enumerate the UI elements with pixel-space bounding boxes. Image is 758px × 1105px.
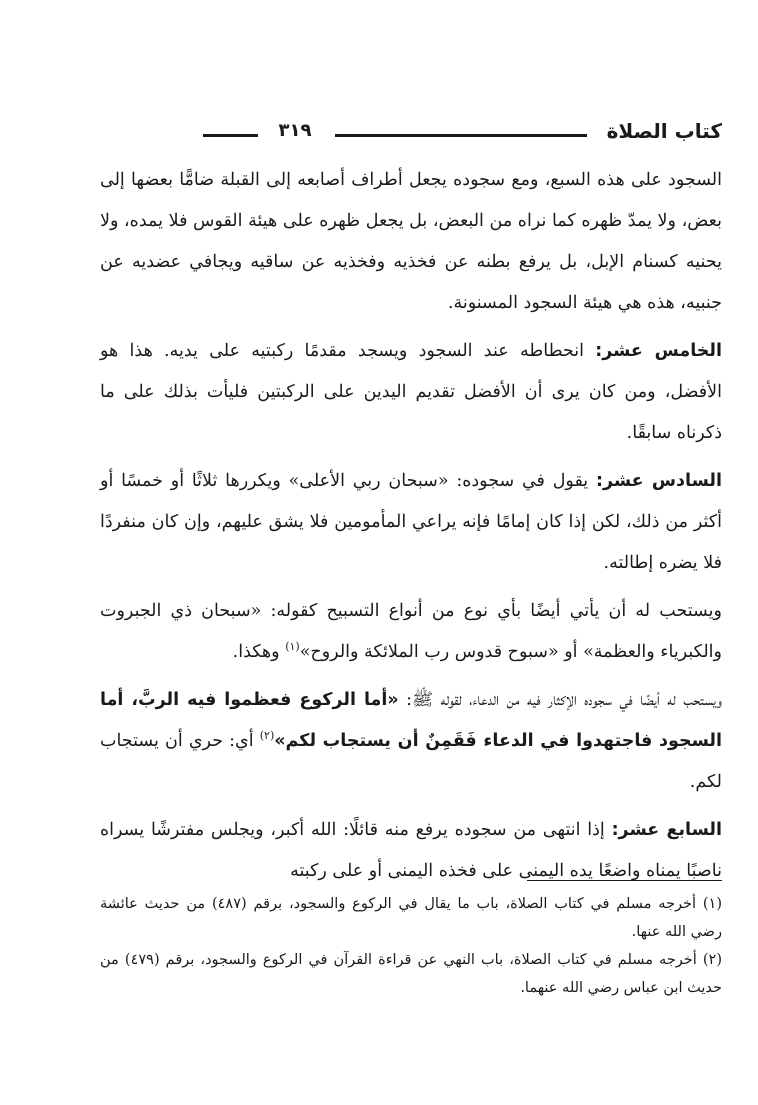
page-header — [100, 115, 722, 151]
main-text — [100, 160, 722, 899]
footnote-separator — [527, 880, 722, 881]
paragraph-1: السجود على هذه السبع، ومع سجوده يجعل أطراف أصابعه إلى القبلة ضامًّا بعضها إلى بعض، ولا يمدّ ظهره كما نراه من البعض، بل يجعل ظهره على هيئة القوس فلا يمده، ولا يحنيه كسنام الإبل، بل يرفع بطنه عن فخذيه وفخذيه عن ساقيه ويجافي عضديه عن جنبيه، هذه هي هيئة السجود المسنونة. — [100, 170, 722, 313]
paragraph-2: الخامس عشر: انحطاطه عند السجود ويسجد مقدمًا ركبتيه على يديه. هذا هو الأفضل، ومن كان يرى أن الأفضل تقديم اليدين على الركبتين فليأت بذلك على ما ذكرناه سابقًا. — [100, 341, 722, 443]
section-lead: السابع عشر: — [611, 820, 722, 840]
footnote-ref-1: (١) — [285, 640, 300, 654]
paragraph-3: السادس عشر: يقول في سجوده: «سبحان ربي الأعلى» ويكررها ثلاثًا أو خمسًا أو أكثر من ذلك، لكن إذا كان إمامًا فإنه يراعي المأمومين فلا يشق عليهم، وإن كان منفردًا فلا يضره إطالته. — [100, 471, 722, 573]
hadith-quote: «أما الركوع فعظموا فيه الربَّ، أما السجود فاجتهدوا في الدعاء فَقَمِنٌ أن يستجاب لكم» — [100, 690, 722, 751]
header-rule — [335, 134, 587, 137]
section-lead: السادس عشر: — [595, 471, 722, 491]
footnote-ref-2: (٢) — [259, 729, 275, 743]
footnote-2: (٢) أخرجه مسلم في كتاب الصلاة، باب النهي عن قراءة القرآن في الركوع والسجود، برقم (٤٧٩) من حديث ابن عباس رضي الله عنهما. — [100, 952, 722, 996]
header-rule-left — [203, 134, 258, 137]
chapter-title: كتاب الصلاة — [606, 119, 722, 143]
footnotes — [100, 890, 722, 1002]
paragraph-5: ويستحب له أيضًا في سجوده الإكثار فيه من الدعاء، لقوله ﷺ: «أما الركوع فعظموا فيه الربَّ، أما السجود فاجتهدوا في الدعاء فَقَمِنٌ أن يستجاب لكم»$^{(٢)}$ أي: حري أن يستجاب لكم. — [100, 690, 722, 792]
paragraph-4: ويستحب له أن يأتي أيضًا بأي نوع من أنواع التسبيح كقوله: «سبحان ذي الجبروت والكبرياء والعظمة» أو «سبوح قدوس رب الملائكة والروح»$^{(١)}$ وهكذا. — [100, 601, 722, 662]
footnote-1: (١) أخرجه مسلم في كتاب الصلاة، باب ما يقال في الركوع والسجود، برقم (٤٨٧) من حديث عائشة رضي الله عنها. — [100, 896, 722, 940]
paragraph-6: السابع عشر: إذا انتهى من سجوده يرفع منه قائلًا: الله أكبر، ويجلس مفترشًا يسراه ناصبًا يمناه واضعًا يده اليمنى على فخذه اليمنى أو على ركبته — [100, 820, 722, 881]
page-number: ٣١٩ — [278, 120, 312, 141]
section-lead: الخامس عشر: — [595, 341, 722, 361]
